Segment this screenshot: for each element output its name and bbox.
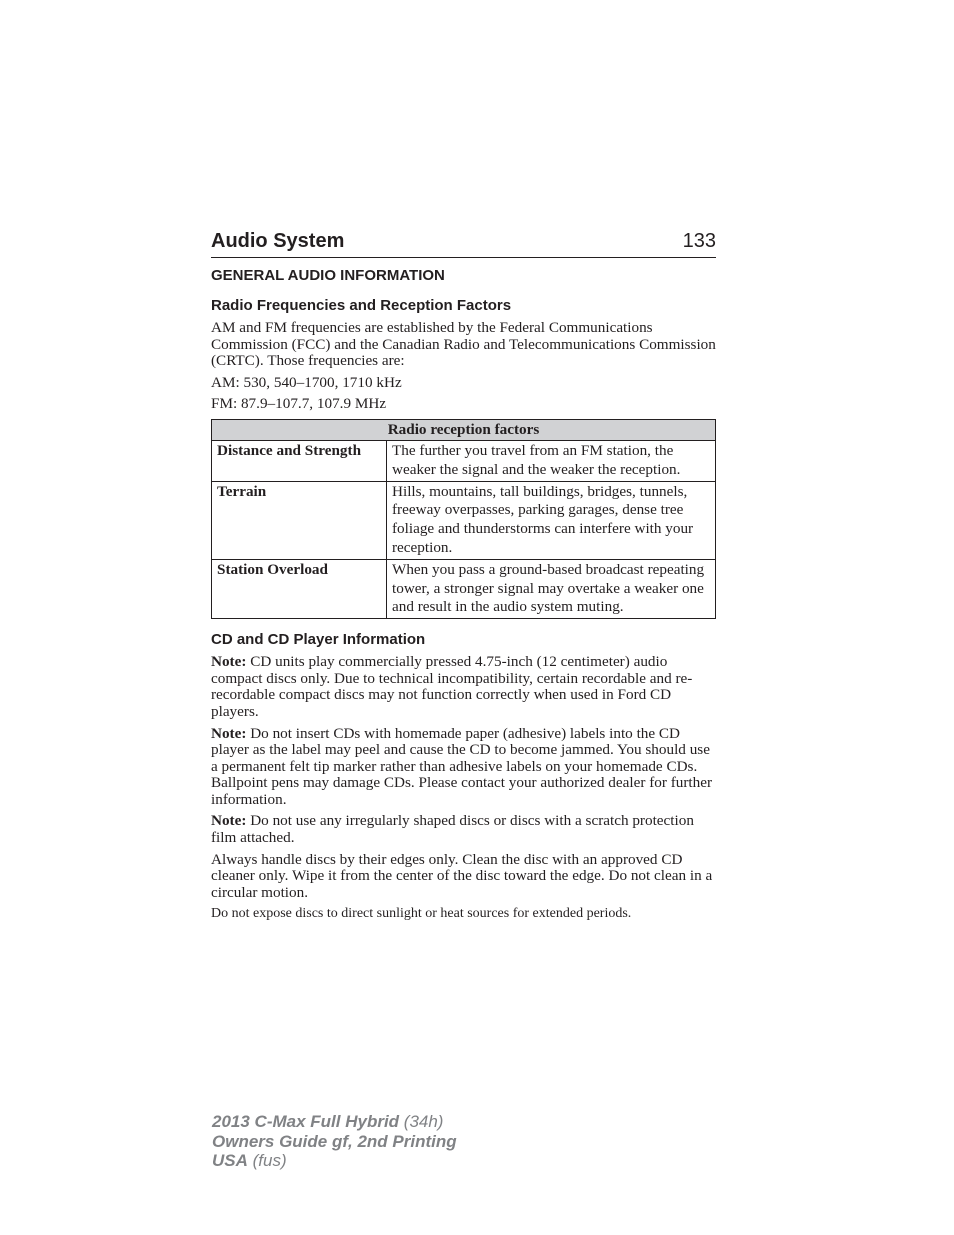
footer-guide: Owners Guide gf, 2nd Printing <box>212 1131 457 1151</box>
page-header <box>211 229 716 258</box>
row-text: When you pass a ground-based broadcast repeating tower, a stronger signal may overtake a weaker one and result in the audio system muting. <box>387 559 716 618</box>
footer-line-2 <box>212 1132 457 1152</box>
row-label: Terrain <box>212 481 387 559</box>
table-header: Radio reception factors <box>212 419 716 440</box>
footer-model-code: (34h) <box>399 1112 444 1131</box>
note-label: Note: <box>211 812 247 830</box>
cd-note-2 <box>211 726 716 809</box>
cd-note-1 <box>211 654 716 720</box>
cd-heading: CD and CD Player Information <box>211 631 426 649</box>
chapter-title: Audio System <box>211 230 345 252</box>
note-label: Note: <box>211 724 247 742</box>
cd-note-3 <box>211 813 716 846</box>
note-text: Do not insert CDs with homemade paper (adhesive) labels into the CD player as the label may peel and cause the CD to become jammed. You should use a permanent felt tip marker rather than adhesive labels on your homemade CDs. Ballpoint pens may damage CDs. Please contact your authorized dealer for further information. <box>211 724 713 808</box>
note-label: Note: <box>211 653 247 671</box>
footer-line-1 <box>212 1112 457 1132</box>
footer-market: USA <box>212 1151 248 1170</box>
row-text: The further you travel from an FM station, the weaker the signal and the weaker the reception. <box>387 440 716 481</box>
fm-frequencies: FM: 87.9–107.7, 107.9 MHz <box>211 395 387 413</box>
footer-line-3 <box>212 1151 457 1171</box>
footer-market-code: (fus) <box>247 1151 287 1170</box>
reception-factors-table <box>211 419 716 619</box>
row-label: Distance and Strength <box>212 440 387 481</box>
table-row <box>212 559 716 618</box>
row-text: Hills, mountains, tall buildings, bridges, tunnels, freeway overpasses, parking garages, dense tree foliage and thunderstorms can interfere with your reception. <box>387 481 716 559</box>
am-frequencies: AM: 530, 540–1700, 1710 kHz <box>211 373 402 391</box>
radio-intro: AM and FM frequencies are established by the Federal Communications Commission (FCC) and the Canadian Radio and Telecommunications Commission (CRTC). Those frequencies are: <box>211 319 716 370</box>
page-number: 133 <box>682 230 716 252</box>
row-label: Station Overload <box>212 559 387 618</box>
cd-handling-paragraph: Always handle discs by their edges only. Clean the disc with an approved CD cleaner only. Wipe it from the center of the disc toward the edge. Do not clean in a circular motion. <box>211 850 713 901</box>
cd-sunlight-paragraph: Do not expose discs to direct sunlight or heat sources for extended periods. <box>211 906 632 922</box>
note-text: CD units play commercially pressed 4.75-inch (12 centimeter) audio compact discs only. Due to technical incompatibility, certain recordable and re-recordable compact discs may not function correctly when used in Ford CD players. <box>211 653 693 720</box>
section-heading: GENERAL AUDIO INFORMATION <box>211 267 445 284</box>
footer-model: 2013 C-Max Full Hybrid <box>212 1112 400 1131</box>
table-row <box>212 440 716 481</box>
note-text: Do not use any irregularly shaped discs or discs with a scratch protection film attached. <box>211 812 694 847</box>
radio-heading: Radio Frequencies and Reception Factors <box>211 297 512 314</box>
table-row <box>212 481 716 559</box>
page-footer <box>212 1112 457 1171</box>
page-content <box>211 229 716 923</box>
